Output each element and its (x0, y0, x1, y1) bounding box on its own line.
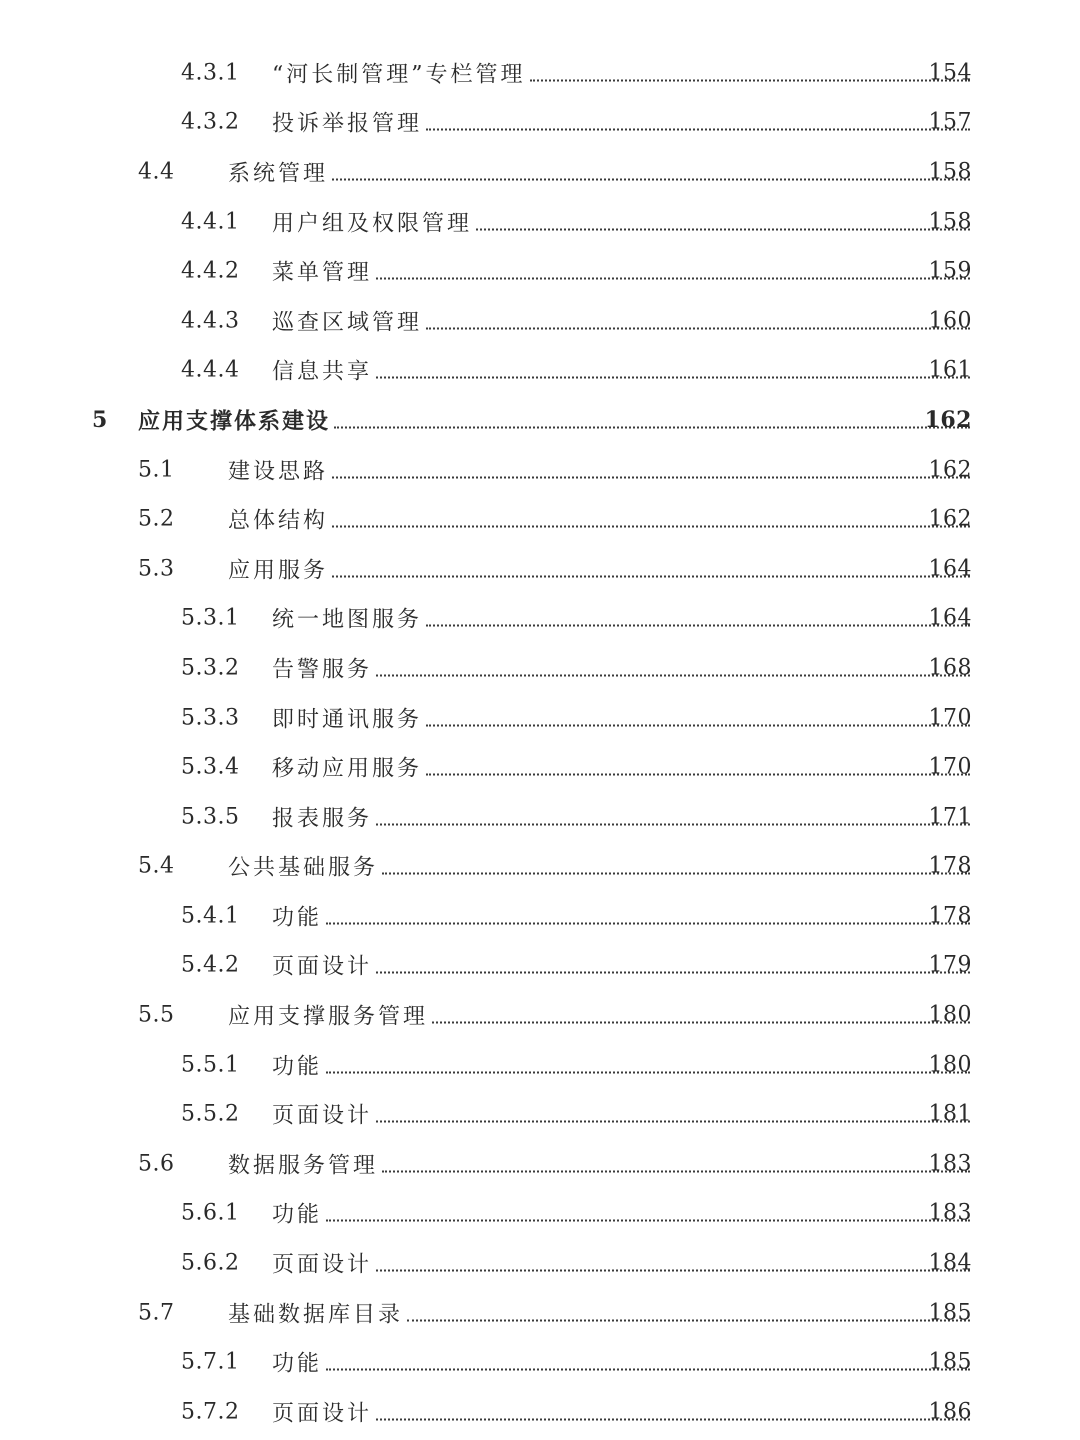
toc-entry-number: 4.4.3 (181, 308, 240, 334)
toc-entry-number: 5.6 (138, 1151, 175, 1177)
toc-entry[interactable] (0, 1288, 1080, 1338)
dot-leader (530, 79, 971, 81)
toc-entry-lead (272, 801, 970, 832)
toc-entry-lead (228, 1148, 970, 1179)
toc-entry[interactable] (0, 395, 1080, 445)
toc-entry-number: 4.4.2 (181, 258, 240, 284)
toc-entry-title: 数据服务管理 (228, 1153, 379, 1179)
toc-entry-page-number: 162 (928, 457, 972, 483)
toc-entry[interactable] (0, 941, 1080, 991)
toc-entry-title: 投诉举报管理 (272, 111, 423, 137)
toc-entry[interactable] (0, 296, 1080, 346)
dot-leader (476, 228, 970, 230)
toc-entry-page-number: 164 (928, 556, 972, 582)
dot-leader (407, 1319, 970, 1321)
toc-entry-title: “河长制管理”专栏管理 (272, 62, 526, 88)
toc-entry[interactable] (0, 891, 1080, 941)
toc-entry-lead (272, 57, 970, 88)
toc-entry-lead (272, 603, 970, 634)
toc-entry[interactable] (0, 742, 1080, 792)
toc-entry-page-number: 160 (928, 308, 972, 334)
toc-entry-number: 5.6.2 (181, 1250, 240, 1276)
toc-entry-title: 告警服务 (272, 657, 373, 683)
toc-entry[interactable] (0, 346, 1080, 396)
dot-leader (426, 724, 970, 726)
toc-entry-number: 5.5.2 (181, 1101, 240, 1127)
toc-entry-title: 系统管理 (228, 161, 329, 187)
toc-entry-title: 即时通讯服务 (272, 707, 423, 733)
toc-entry-page-number: 170 (928, 754, 972, 780)
toc-entry-lead (138, 404, 970, 435)
toc-entry-page-number: 164 (928, 605, 972, 631)
dot-leader (376, 377, 970, 379)
toc-entry-page-number: 180 (928, 1052, 972, 1078)
toc-entry[interactable] (0, 594, 1080, 644)
toc-entry-lead (272, 1248, 970, 1279)
toc-entry-lead (228, 1000, 970, 1031)
toc-entry-number: 5.5.1 (181, 1052, 240, 1078)
toc-entry-page-number: 183 (928, 1151, 972, 1177)
toc-entry[interactable] (0, 643, 1080, 693)
dot-leader (326, 1071, 970, 1073)
toc-entry-number: 5.1 (138, 457, 175, 483)
toc-entry-number: 5.3 (138, 556, 175, 582)
toc-entry-page-number: 154 (928, 60, 972, 86)
dot-leader (376, 1418, 970, 1420)
toc-entry-number: 5.4.1 (181, 903, 240, 929)
toc-entry-lead (272, 305, 970, 336)
toc-entry-lead (272, 1198, 970, 1229)
toc-entry-number: 5.6.1 (181, 1200, 240, 1226)
toc-entry-page-number: 178 (928, 903, 972, 929)
toc-entry-title: 页面设计 (272, 1103, 373, 1129)
toc-entry-title: 菜单管理 (272, 260, 373, 286)
toc-entry-page-number: 170 (928, 705, 972, 731)
toc-entry-page-number: 162 (924, 406, 972, 433)
toc-entry-page-number: 158 (928, 209, 972, 235)
toc-entry-number: 5.3.5 (181, 804, 240, 830)
toc-entry-lead (228, 454, 970, 485)
toc-entry-lead (228, 504, 970, 535)
toc-entry-lead (272, 900, 970, 931)
toc-entry-number: 5.4.2 (181, 952, 240, 978)
dot-leader (376, 1121, 970, 1123)
dot-leader (332, 476, 970, 478)
toc-entry[interactable] (0, 1337, 1080, 1387)
toc-entry-number: 4.3.2 (181, 109, 240, 135)
toc-entry-lead (272, 702, 970, 733)
toc-entry-title: 总体结构 (228, 508, 329, 534)
toc-entry[interactable] (0, 48, 1080, 98)
toc-entry-lead (272, 206, 970, 237)
toc-entry-page-number: 185 (928, 1349, 972, 1375)
toc-entry-title: 公共基础服务 (228, 855, 379, 881)
dot-leader (382, 873, 970, 875)
dot-leader (376, 823, 970, 825)
toc-entry-number: 4.4.1 (181, 209, 240, 235)
toc-entry-lead (272, 355, 970, 386)
toc-entry-lead (272, 950, 970, 981)
toc-entry-title: 用户组及权限管理 (272, 211, 473, 237)
toc-entry-lead (228, 1297, 970, 1328)
toc-entry-title: 信息共享 (272, 359, 373, 385)
toc-entry-number: 5.3.1 (181, 605, 240, 631)
toc-entry[interactable] (0, 1387, 1080, 1437)
dot-leader (432, 1022, 970, 1024)
toc-entry-number: 5.7.2 (181, 1399, 240, 1425)
dot-leader (376, 972, 970, 974)
toc-entry-number: 5.2 (138, 506, 175, 532)
dot-leader (426, 774, 970, 776)
toc-entry-page-number: 158 (928, 159, 972, 185)
toc-entry-page-number: 184 (928, 1250, 972, 1276)
dot-leader (376, 1270, 970, 1272)
toc-entry-title: 页面设计 (272, 954, 373, 980)
toc-entry-number: 5.3.2 (181, 655, 240, 681)
toc-entry[interactable] (0, 147, 1080, 197)
toc-entry[interactable] (0, 1139, 1080, 1189)
dot-leader (326, 1369, 970, 1371)
toc-entry-lead (228, 156, 970, 187)
toc-entry[interactable] (0, 98, 1080, 148)
dot-leader (376, 674, 970, 676)
toc-entry-lead (228, 851, 970, 882)
toc-entry[interactable] (0, 842, 1080, 892)
toc-entry-number: 5.7 (138, 1300, 175, 1326)
toc-entry-lead (272, 1347, 970, 1378)
toc-entry-title: 功能 (272, 1054, 323, 1080)
toc-entry-number: 5.5 (138, 1002, 175, 1028)
dot-leader (334, 426, 970, 428)
dot-leader (332, 526, 970, 528)
dot-leader (426, 327, 970, 329)
toc-entry-lead (272, 1049, 970, 1080)
table-of-contents (0, 48, 1080, 1437)
toc-entry[interactable] (0, 990, 1080, 1040)
dot-leader (332, 178, 970, 180)
toc-entry[interactable] (0, 197, 1080, 247)
toc-entry-number: 5 (92, 406, 108, 433)
toc-entry-number: 4.4.4 (181, 357, 240, 383)
toc-entry-number: 5.3.3 (181, 705, 240, 731)
toc-entry-title: 功能 (272, 905, 323, 931)
toc-entry-lead (272, 652, 970, 683)
toc-entry[interactable] (0, 445, 1080, 495)
toc-entry[interactable] (0, 1089, 1080, 1139)
toc-entry-title: 应用支撑体系建设 (138, 408, 331, 435)
toc-entry-lead (228, 553, 970, 584)
toc-entry[interactable] (0, 792, 1080, 842)
toc-entry-title: 统一地图服务 (272, 607, 423, 633)
toc-entry-title: 基础数据库目录 (228, 1302, 404, 1328)
toc-entry-title: 巡查区域管理 (272, 310, 423, 336)
toc-entry[interactable] (0, 1189, 1080, 1239)
toc-entry-title: 页面设计 (272, 1401, 373, 1427)
toc-entry-page-number: 178 (928, 853, 972, 879)
toc-entry-page-number: 183 (928, 1200, 972, 1226)
dot-leader (326, 1220, 970, 1222)
toc-entry-number: 5.4 (138, 853, 175, 879)
toc-entry-page-number: 168 (928, 655, 972, 681)
toc-entry-page-number: 179 (928, 952, 972, 978)
toc-entry-title: 建设思路 (228, 459, 329, 485)
toc-entry-number: 4.3.1 (181, 60, 240, 86)
toc-entry-page-number: 161 (928, 357, 972, 383)
toc-entry-page-number: 180 (928, 1002, 972, 1028)
toc-entry-title: 页面设计 (272, 1252, 373, 1278)
toc-entry-page-number: 171 (928, 804, 972, 830)
toc-entry[interactable] (0, 1040, 1080, 1090)
dot-leader (376, 278, 970, 280)
toc-entry-page-number: 159 (928, 258, 972, 284)
toc-entry-lead (272, 107, 970, 138)
toc-entry-lead (272, 1396, 970, 1427)
toc-entry-lead (272, 256, 970, 287)
toc-entry-title: 功能 (272, 1202, 323, 1228)
toc-entry-title: 应用支撑服务管理 (228, 1004, 429, 1030)
toc-entry-title: 移动应用服务 (272, 756, 423, 782)
toc-entry[interactable] (0, 494, 1080, 544)
toc-entry[interactable] (0, 1238, 1080, 1288)
toc-entry-page-number: 157 (928, 109, 972, 135)
dot-leader (326, 922, 970, 924)
dot-leader (382, 1170, 970, 1172)
toc-entry[interactable] (0, 544, 1080, 594)
dot-leader (332, 575, 970, 577)
toc-entry-title: 功能 (272, 1351, 323, 1377)
toc-entry[interactable] (0, 246, 1080, 296)
toc-entry-page-number: 186 (928, 1399, 972, 1425)
toc-entry[interactable] (0, 693, 1080, 743)
toc-entry-number: 5.3.4 (181, 754, 240, 780)
toc-entry-lead (272, 1099, 970, 1130)
dot-leader (426, 625, 970, 627)
toc-entry-lead (272, 752, 970, 783)
toc-entry-title: 应用服务 (228, 558, 329, 584)
toc-entry-page-number: 181 (928, 1101, 972, 1127)
toc-entry-number: 4.4 (138, 159, 175, 185)
toc-entry-page-number: 162 (928, 506, 972, 532)
toc-entry-number: 5.7.1 (181, 1349, 240, 1375)
dot-leader (426, 129, 970, 131)
toc-entry-title: 报表服务 (272, 806, 373, 832)
toc-entry-page-number: 185 (928, 1300, 972, 1326)
